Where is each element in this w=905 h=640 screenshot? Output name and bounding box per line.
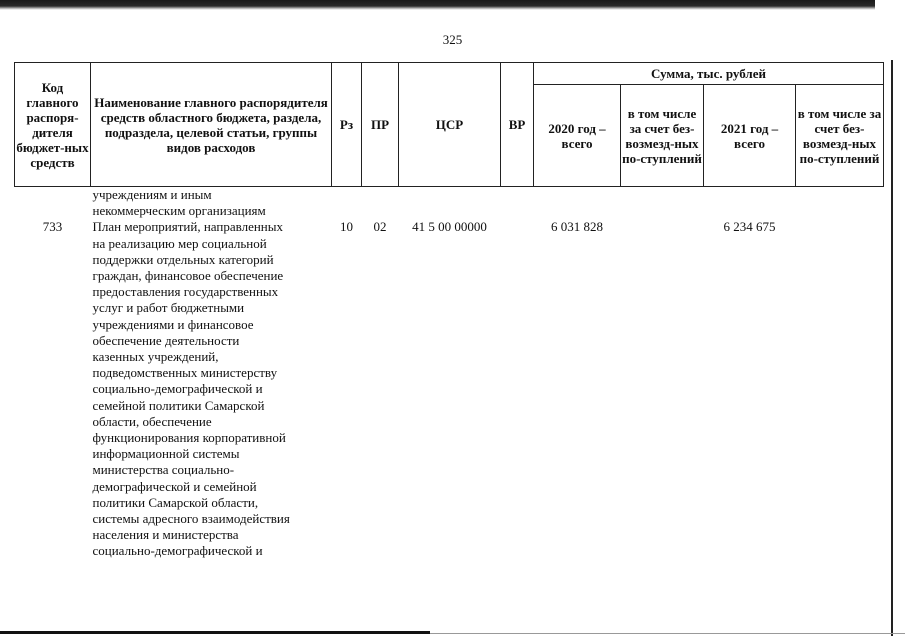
scan-edge-bottom <box>0 631 430 634</box>
header-2021-total: 2021 год – всего <box>704 85 796 187</box>
header-2020-total: 2020 год – всего <box>534 85 621 187</box>
row-pr: 02 <box>373 219 387 235</box>
table-body <box>15 187 884 560</box>
table-header <box>15 63 884 187</box>
header-code: Код главного распоря-дителя бюджет-ных средств <box>15 63 91 187</box>
continuation-row <box>15 187 884 220</box>
header-rz: Рз <box>332 63 362 187</box>
row-vr <box>501 219 534 559</box>
header-vr: ВР <box>501 63 534 187</box>
scan-edge-bottom-thin <box>430 633 905 634</box>
header-csr: ЦСР <box>399 63 501 187</box>
row-sum-2020-free <box>621 219 704 559</box>
header-pr: ПР <box>362 63 399 187</box>
page-number: 325 <box>442 32 463 47</box>
scan-edge-top <box>0 0 905 10</box>
header-name: Наименование главного распорядителя средств областного бюджета, раздела, подраздела, целевой статьи, группы видов расходов <box>91 63 332 187</box>
row-sum-2021-free <box>796 219 884 559</box>
row-rz: 10 <box>340 219 353 235</box>
continuation-text: учреждениям и иным некоммерческим организациям <box>92 187 266 219</box>
header-2021-free: в том числе за счет без-возмезд-ных по-ступлений <box>796 85 884 187</box>
row-sum-2021: 6 234 675 <box>723 219 776 235</box>
row-name: План мероприятий, направленных на реализацию мер социальной поддержки отдельных категорий граждан, финансовое обеспечение предоставления государственных услуг и работ бюджетными учреждениями и финансовое обеспечение деятельности казенных учреждений, подведомственных министерству социально-демографической и семейной политики Самарской области, обеспечение функционирования корпоративной информационной системы министерства социально- демографической и семейной политики Самарской области, системы адресного взаимодействия населения и министерства социально-демографической и <box>92 219 290 559</box>
row-sum-2020: 6 031 828 <box>551 219 603 235</box>
header-sum: Сумма, тыс. рублей <box>534 63 884 85</box>
budget-table <box>14 62 884 560</box>
table-row <box>15 219 884 559</box>
row-code: 733 <box>42 219 63 235</box>
scan-edge-right <box>891 60 893 636</box>
header-2020-free: в том числе за счет без-возмезд-ных по-ступлений <box>621 85 704 187</box>
row-csr: 41 5 00 00000 <box>412 219 487 235</box>
